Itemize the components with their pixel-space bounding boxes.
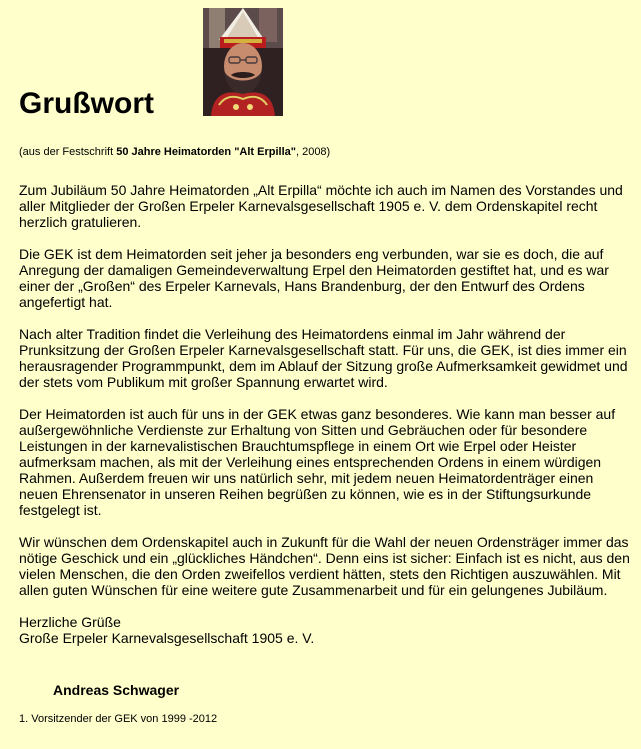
portrait-photo-icon [203, 8, 283, 116]
signer-role: 1. Vorsitzender der GEK von 1999 -2012 [19, 713, 218, 725]
source-note [19, 145, 330, 159]
source-title: 50 Jahre Heimatorden "Alt Erpilla" [116, 146, 296, 158]
source-suffix: , 2008) [295, 146, 331, 158]
paragraph-4: Der Heimatorden ist auch für uns in der GEK etwas ganz besonderes. Wie kann man besser auf außergewöhnliche Verdienste zur Erhaltung von Sitten und Gebräuchen oder für besondere Leistungen in der karnevalistischen Brauchtumspflege in einem Ort wie Erpel oder Heister aufmerksam machen, als mit der Verleihung eines entsprechenden Ordens in einem würdigen Rahmen. Außerdem freuen wir uns natürlich sehr, mit jedem neuen Heimatordenträger einen neuen Ehrensenator in unseren Reihen begrüßen zu können, wie es in der Stiftungsurkunde festgelegt ist. [19, 406, 616, 518]
paragraph-1: Zum Jubiläum 50 Jahre Heimatorden „Alt Erpilla“ möchte ich auch im Namen des Vorstandes und aller Mitglieder der Großen Erpeler Karnevalsgesellschaft 1905 e. V. dem Ordenskapitel recht herzlich gratulieren. [19, 182, 623, 230]
closing-organization: Große Erpeler Karnevalsgesellschaft 1905 e. V. [19, 630, 315, 646]
header [0, 0, 641, 120]
closing-greeting: Herzliche Grüße [19, 614, 121, 630]
paragraph-2: Die GEK ist dem Heimatorden seit jeher ja besonders eng verbunden, war sie es doch, die auf Anregung der damaligen Gemeindeverwaltung Erpel den Heimatorden gestiftet hat, und es war einer der „Großen“ des Erpeler Karnevals, Hans Brandenburg, der den Entwurf des Ordens angefertigt hat. [19, 246, 609, 310]
greeting-letter [19, 182, 631, 646]
paragraph-5: Wir wünschen dem Ordenskapitel auch in Zukunft für die Wahl der neuen Ordensträger immer das nötige Geschick und ein „glückliches Händchen“. Denn eins ist sicher: Einfach ist es nicht, aus den vielen Menschen, die den Orden zweifellos verdient hätten, stets den Richtigen auszuwählen. Mit allen guten Wünschen für eine weitere gute Zusammenarbeit und für ein gelungenes Jubiläum. [19, 534, 630, 598]
page-title: Grußwort [19, 87, 154, 120]
signer-name: Andreas Schwager [53, 682, 180, 698]
paragraph-3: Nach alter Tradition findet die Verleihung des Heimatordens einmal im Jahr während der Prunksitzung der Großen Erpeler Karnevalsgesellschaft statt. Für uns, die GEK, ist dies immer ein herausragender Programmpunkt, dem im Ablauf der Sitzung große Aufmerksamkeit gewidmet und der stets vom Publikum mit großer Spannung erwartet wird. [19, 326, 628, 390]
source-prefix: (aus der Festschrift [19, 146, 117, 158]
